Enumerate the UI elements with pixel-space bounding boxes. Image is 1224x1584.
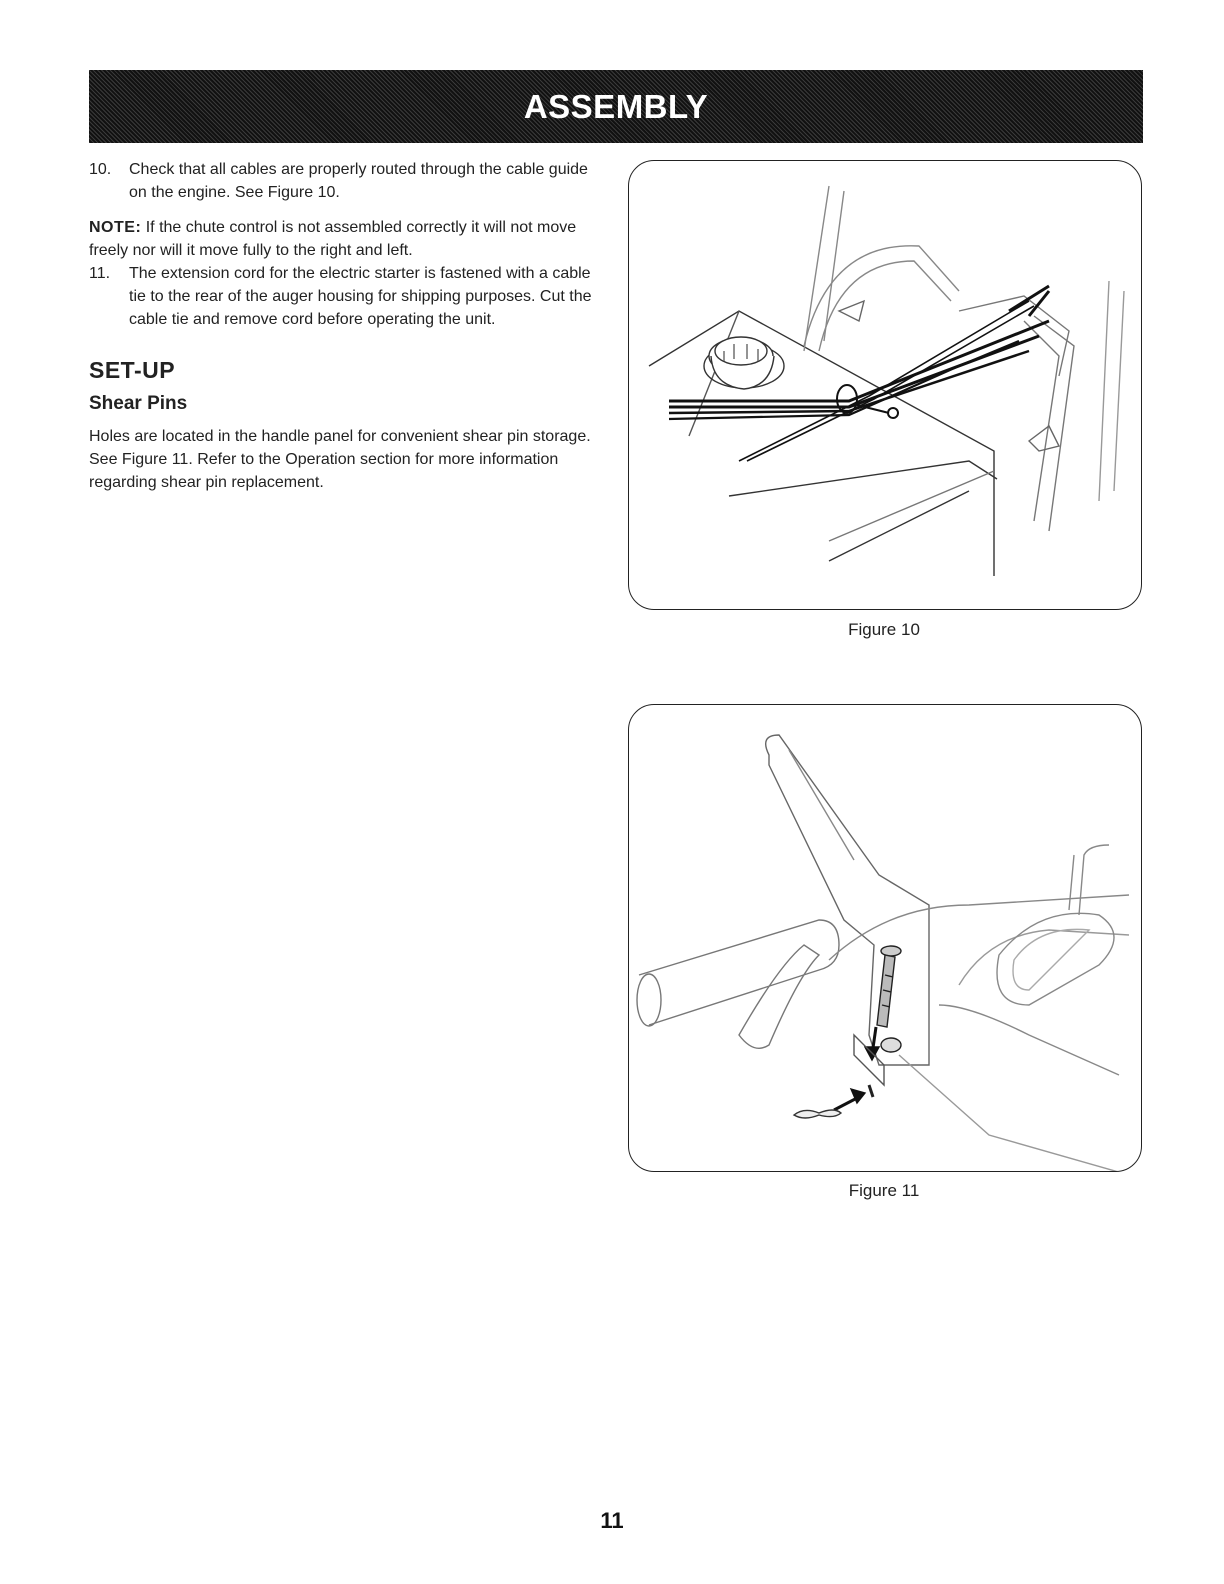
shear-pin-bolt [877, 946, 901, 1027]
setup-heading: SET-UP [89, 357, 176, 383]
figure-11-caption: Figure 11 [848, 1181, 920, 1200]
section-title: ASSEMBLY [523, 87, 709, 125]
shear-pins-heading: Shear Pins [89, 393, 188, 414]
figure-11-illustration [628, 704, 1142, 1172]
note-text: If the chute control is not assembled correctly it will not move freely nor will it move fully to the right and left. [89, 219, 577, 259]
shear-pins-text: Holes are located in the handle panel for convenient shear pin storage. See Figure 11. Refer to the Operation section for more information regarding shear pin replacement. [89, 428, 591, 491]
step-11 [89, 262, 604, 331]
figure-10-illustration [628, 160, 1142, 610]
page-number: 11 [600, 1508, 624, 1533]
figure-10-caption: Figure 10 [848, 620, 920, 639]
step-text: Check that all cables are properly routed through the cable guide on the engine. See Figure 10. [129, 161, 588, 201]
hairpin-clip [794, 1110, 841, 1118]
step-number: 10. [89, 161, 112, 178]
note [89, 216, 604, 262]
fuel-cap [704, 337, 784, 389]
handle-grip [637, 920, 839, 1026]
engine-housing-edge [649, 311, 994, 576]
section-banner [89, 70, 1143, 143]
step-number: 11. [89, 265, 111, 282]
step-10 [89, 158, 604, 204]
step-text: The extension cord for the electric starter is fastened with a cable tie to the rear of the auger housing for shipping purposes. Cut the cable tie and remove cord before operating the unit. [129, 265, 592, 328]
instructions-column [89, 158, 604, 494]
note-label: NOTE: [89, 219, 142, 236]
